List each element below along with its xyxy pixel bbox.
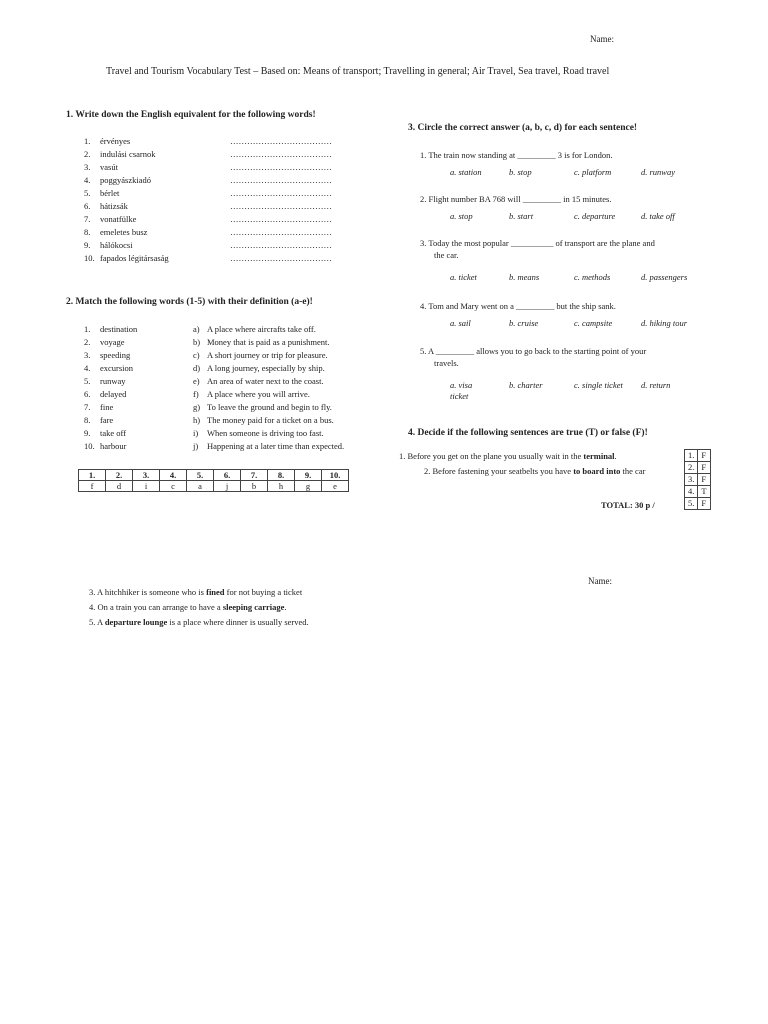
answer-header-cell: 6. <box>214 470 241 481</box>
question-text: 5. A _________ allows you to go back to the starting point of your <box>420 346 647 356</box>
hungarian-word: poggyászkiadó <box>100 175 151 185</box>
section2-word-list <box>84 323 194 453</box>
question-text-cont: travels. <box>434 358 459 368</box>
item-number: 5. <box>84 188 91 198</box>
word-item <box>84 200 384 213</box>
definition-letter: i) <box>193 428 199 438</box>
answer-cell[interactable]: c <box>160 481 187 492</box>
tf-number: 4. <box>685 486 698 498</box>
tf-row <box>685 486 711 498</box>
answer-header-cell: 9. <box>295 470 322 481</box>
definition-letter: h) <box>193 415 201 425</box>
section2-heading: 2. Match the following words (1-5) with their definition (a-e)! <box>66 297 313 307</box>
match-word <box>84 427 194 440</box>
answer-header-cell: 10. <box>322 470 349 481</box>
word-item <box>84 135 384 148</box>
tf-answer[interactable]: F <box>698 450 710 462</box>
item-number: 3. <box>84 350 91 360</box>
tf-sentence-4: 4. On a train you can arrange to have a sleeping carriage. <box>89 602 287 612</box>
test-title: Travel and Tourism Vocabulary Test – Based on: Means of transport; Travelling in general; Air Travel, Sea travel, Road travel <box>106 66 610 77</box>
answer-blank[interactable]: ……………………………… <box>230 253 332 263</box>
question-text: 1. The train now standing at _________ 3 is for London. <box>420 150 613 160</box>
definition-letter: c) <box>193 350 200 360</box>
answer-cell[interactable]: h <box>268 481 295 492</box>
answer-header-cell: 3. <box>133 470 160 481</box>
answer-option[interactable]: c. departure <box>574 211 616 221</box>
answer-option[interactable]: b. start <box>509 211 534 221</box>
answer-header-cell: 1. <box>79 470 106 481</box>
name-label: Name: <box>590 34 614 44</box>
definition-text: When someone is driving too fast. <box>207 428 324 438</box>
item-number: 9. <box>84 428 91 438</box>
item-number: 6. <box>84 201 91 211</box>
question-text: 4. Tom and Mary went on a _________ but the ship sank. <box>420 301 616 311</box>
word-item <box>84 187 384 200</box>
item-number: 7. <box>84 214 91 224</box>
answer-option[interactable]: c. campsite <box>574 318 613 328</box>
definition-letter: f) <box>193 389 199 399</box>
item-number: 10. <box>84 253 95 263</box>
hungarian-word: emeletes busz <box>100 227 148 237</box>
item-number: 1. <box>84 136 91 146</box>
tf-answer[interactable]: F <box>698 462 710 474</box>
tf-answer[interactable]: T <box>698 486 710 498</box>
section4-heading: 4. Decide if the following sentences are true (T) or false (F)! <box>408 428 648 438</box>
answer-blank[interactable]: ……………………………… <box>230 136 332 146</box>
answer-option[interactable]: a. stop <box>450 211 473 221</box>
answer-cell[interactable]: e <box>322 481 349 492</box>
answer-option[interactable]: c. platform <box>574 167 612 177</box>
item-number: 10. <box>84 441 95 451</box>
english-word: speeding <box>100 350 131 360</box>
answer-blank[interactable]: ……………………………… <box>230 227 332 237</box>
word-item <box>84 174 384 187</box>
answer-option[interactable]: a. visa <box>450 380 473 390</box>
tf-sentence-3: 3. A hitchhiker is someone who is fined for not buying a ticket <box>89 587 303 597</box>
answer-option[interactable]: a. station <box>450 167 482 177</box>
word-item <box>84 161 384 174</box>
match-word <box>84 388 194 401</box>
section1-heading: 1. Write down the English equivalent for the following words! <box>66 110 316 120</box>
answer-header-cell: 7. <box>241 470 268 481</box>
word-item <box>84 226 384 239</box>
tf-row <box>685 450 711 462</box>
hungarian-word: hátizsák <box>100 201 128 211</box>
definition-text: A short journey or trip for pleasure. <box>207 350 328 360</box>
section2-definition-list <box>193 323 383 453</box>
tf-number: 5. <box>685 498 698 510</box>
section1-word-list <box>84 135 384 265</box>
answer-cell[interactable]: a <box>187 481 214 492</box>
answer-cell[interactable]: i <box>133 481 160 492</box>
question-text-cont: the car. <box>434 250 459 260</box>
tf-answer[interactable]: F <box>698 498 710 510</box>
definition-text: A place where you will arrive. <box>207 389 310 399</box>
answer-blank[interactable]: ……………………………… <box>230 188 332 198</box>
english-word: take off <box>100 428 127 438</box>
item-number: 7. <box>84 402 91 412</box>
answer-option[interactable]: b. cruise <box>509 318 539 328</box>
answer-option[interactable]: d. hiking tour <box>641 318 688 328</box>
question-text: 2. Flight number BA 768 will _________ in 15 minutes. <box>420 194 612 204</box>
match-word <box>84 375 194 388</box>
hungarian-word: hálókocsi <box>100 240 133 250</box>
tf-answer-table <box>684 449 711 510</box>
definition-text: A long journey, especially by ship. <box>207 363 325 373</box>
answer-option[interactable]: a. ticket <box>450 272 477 282</box>
answer-blank[interactable]: ……………………………… <box>230 149 332 159</box>
tf-row <box>685 498 711 510</box>
match-word <box>84 336 194 349</box>
definition-text: An area of water next to the coast. <box>207 376 324 386</box>
tf-row <box>685 462 711 474</box>
hungarian-word: indulási csarnok <box>100 149 156 159</box>
hungarian-word: vonatfülke <box>100 214 137 224</box>
definition-letter: g) <box>193 402 201 412</box>
definition-text: Happening at a later time than expected. <box>207 441 345 451</box>
definition-text: The money paid for a ticket on a bus. <box>207 415 334 425</box>
definition-item <box>193 401 383 414</box>
definition-item <box>193 414 383 427</box>
question-text: 3. Today the most popular __________ of transport are the plane and <box>420 238 655 248</box>
tf-number: 2. <box>685 462 698 474</box>
tf-answer[interactable]: F <box>698 474 710 486</box>
name-label-2: Name: <box>588 576 612 586</box>
answer-blank[interactable]: ……………………………… <box>230 201 332 211</box>
tf-number: 3. <box>685 474 698 486</box>
answer-cell[interactable]: g <box>295 481 322 492</box>
answer-header-cell: 8. <box>268 470 295 481</box>
answer-option[interactable]: d. take off <box>641 211 675 221</box>
english-word: fine <box>100 402 114 412</box>
answer-header-cell: 5. <box>187 470 214 481</box>
match-word <box>84 362 194 375</box>
english-word: runway <box>100 376 126 386</box>
definition-item <box>193 349 383 362</box>
match-word <box>84 323 194 336</box>
english-word: delayed <box>100 389 127 399</box>
definition-letter: a) <box>193 324 200 334</box>
match-word <box>84 440 194 453</box>
definition-letter: j) <box>193 441 199 451</box>
answer-option[interactable]: c. single ticket <box>574 380 623 390</box>
answer-blank[interactable]: ……………………………… <box>230 240 332 250</box>
definition-text: A place where aircrafts take off. <box>207 324 316 334</box>
answer-option[interactable]: c. methods <box>574 272 611 282</box>
hungarian-word: fapados légitársaság <box>100 253 169 263</box>
match-word <box>84 349 194 362</box>
english-word: destination <box>100 324 138 334</box>
section2-answer-table <box>78 469 349 492</box>
item-number: 3. <box>84 162 91 172</box>
english-word: harbour <box>100 441 127 451</box>
answer-option[interactable]: b. means <box>509 272 540 282</box>
answer-cell[interactable]: j <box>214 481 241 492</box>
item-number: 2. <box>84 149 91 159</box>
hungarian-word: bérlet <box>100 188 120 198</box>
answer-blank[interactable]: ……………………………… <box>230 162 332 172</box>
hungarian-word: érvényes <box>100 136 131 146</box>
answer-header-cell: 2. <box>106 470 133 481</box>
answer-blank[interactable]: ……………………………… <box>230 175 332 185</box>
answer-option[interactable]: a. sail <box>450 318 471 328</box>
answer-cell[interactable]: d <box>106 481 133 492</box>
answer-header-cell: 4. <box>160 470 187 481</box>
item-number: 9. <box>84 240 91 250</box>
answer-option[interactable]: d. passengers <box>641 272 688 282</box>
word-item <box>84 213 384 226</box>
tf-sentence-1: 1. Before you get on the plane you usually wait in the terminal. <box>399 451 617 461</box>
definition-item <box>193 427 383 440</box>
word-item <box>84 239 384 252</box>
item-number: 2. <box>84 337 91 347</box>
definition-item <box>193 323 383 336</box>
word-item <box>84 148 384 161</box>
item-number: 4. <box>84 175 91 185</box>
answer-option[interactable]: b. charter <box>509 380 543 390</box>
hungarian-word: vasút <box>100 162 118 172</box>
word-item <box>84 252 384 265</box>
tf-row <box>685 474 711 486</box>
answer-cell[interactable]: f <box>79 481 106 492</box>
answer-cell[interactable]: b <box>241 481 268 492</box>
english-word: fare <box>100 415 114 425</box>
definition-letter: b) <box>193 337 201 347</box>
definition-item <box>193 375 383 388</box>
tf-sentence-5: 5. A departure lounge is a place where dinner is usually served. <box>89 617 309 627</box>
english-word: voyage <box>100 337 125 347</box>
tf-number: 1. <box>685 450 698 462</box>
answer-blank[interactable]: ……………………………… <box>230 214 332 224</box>
definition-text: To leave the ground and begin to fly. <box>207 402 332 412</box>
answer-option-cont: ticket <box>450 391 469 401</box>
item-number: 6. <box>84 389 91 399</box>
item-number: 1. <box>84 324 91 334</box>
definition-item <box>193 336 383 349</box>
definition-item <box>193 362 383 375</box>
match-word <box>84 401 194 414</box>
answer-option[interactable]: d. runway <box>641 167 675 177</box>
definition-letter: d) <box>193 363 201 373</box>
definition-letter: e) <box>193 376 200 386</box>
total-score: TOTAL: 30 p / <box>601 500 655 510</box>
english-word: excursion <box>100 363 134 373</box>
definition-item <box>193 388 383 401</box>
match-word <box>84 414 194 427</box>
definition-item <box>193 440 383 453</box>
item-number: 5. <box>84 376 91 386</box>
answer-option[interactable]: d. return <box>641 380 671 390</box>
definition-text: Money that is paid as a punishment. <box>207 337 330 347</box>
item-number: 8. <box>84 227 91 237</box>
answer-option[interactable]: b. stop <box>509 167 532 177</box>
tf-sentence-2: 2. Before fastening your seatbelts you have to board into the car <box>424 466 646 476</box>
item-number: 4. <box>84 363 91 373</box>
section3-heading: 3. Circle the correct answer (a, b, c, d) for each sentence! <box>408 123 638 133</box>
item-number: 8. <box>84 415 91 425</box>
